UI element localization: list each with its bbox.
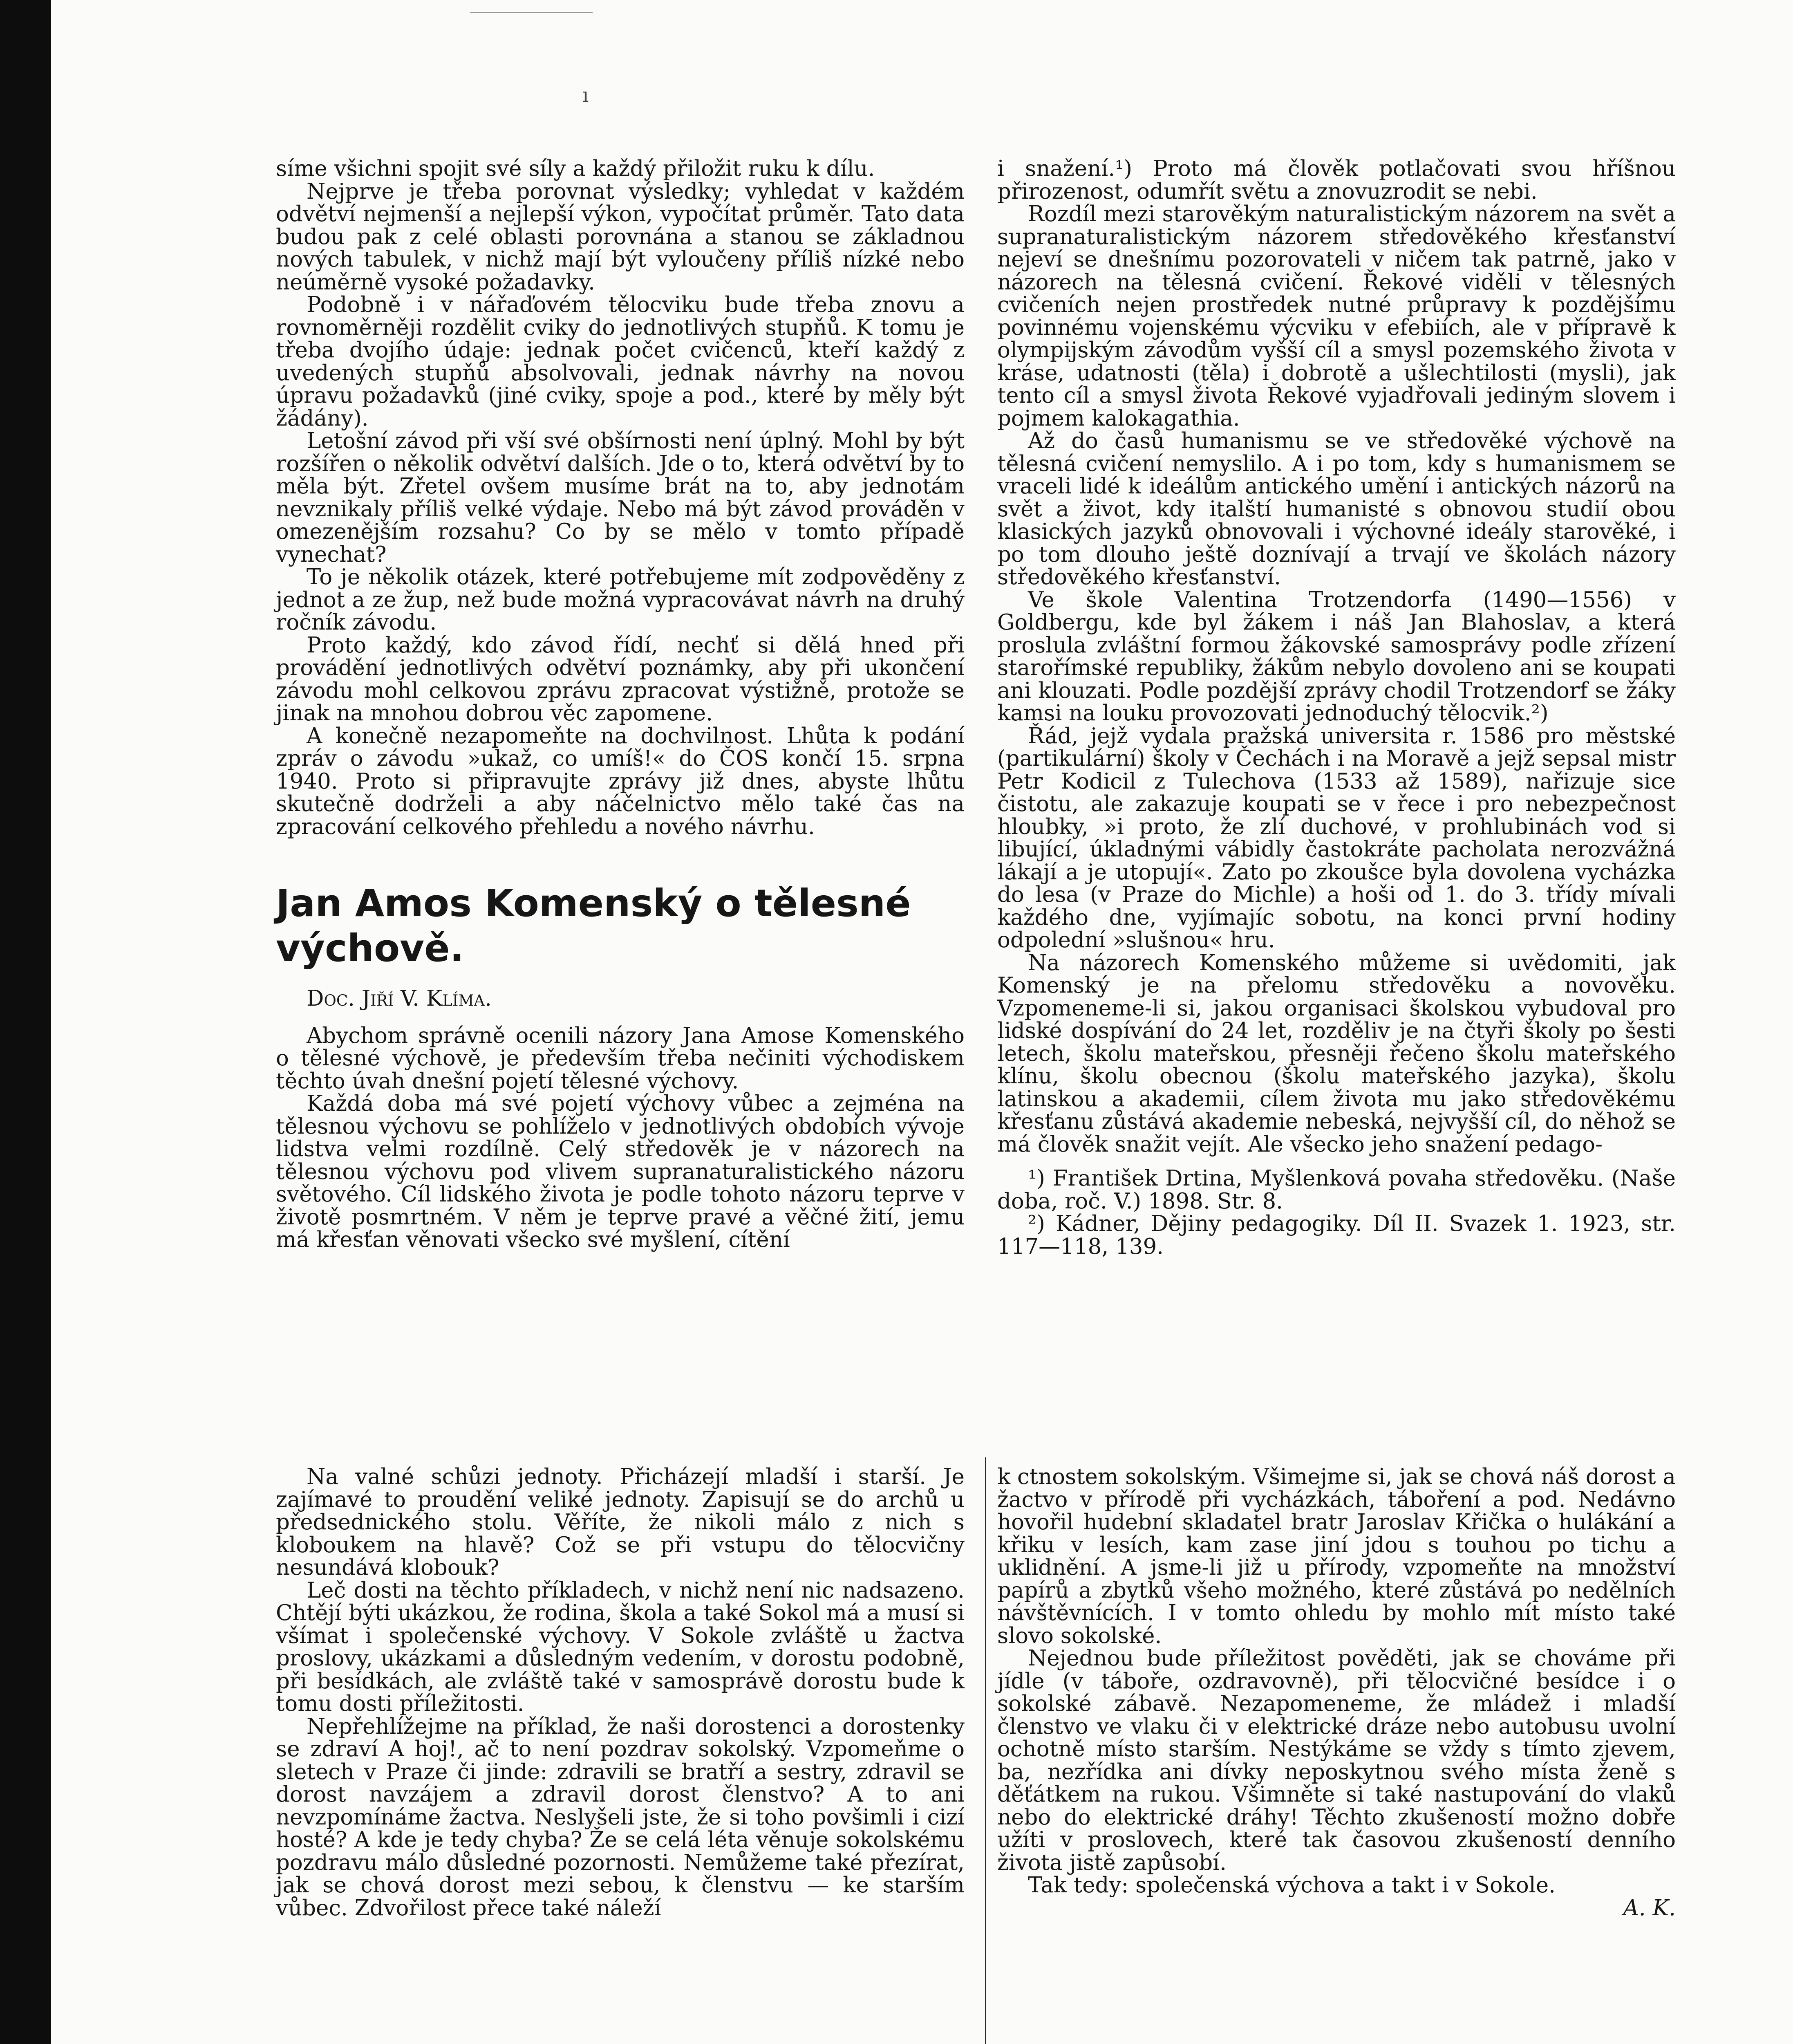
paragraph: síme všichni spojit své síly a každý přiložit ruku k dílu.: [276, 156, 875, 181]
column-left-top: [276, 157, 965, 1251]
paragraph: Na valné schůzi jednoty. Přicházejí mladší i starší. Je zajímavé to proudění veliké jednoty. Zapisují se do archů u předsednického stolu. Věříte, že nikoli málo z nich s kloboukem na hlavě? Což se při vstupu do tělocvičny nesundává klobouk?: [276, 1464, 965, 1580]
paragraph: Na názorech Komenského můžeme si uvědomiti, jak Komenský je na přelomu středověku a novověku. Vzpomeneme-li si, jakou organisaci školskou vybudoval pro lidské dospívání do 24 let, rozděliv je na čtyři školy po šesti letech, školu mateřskou, přesněji řečeno školu mateřského klínu, školu obecnou (školu mateřského jazyka), školu latinskou a akademii, cílem života mu jako středověkému křesťanu zůstává akademie nebeská, nejvyšší cíl, do něhož se má člověk snažit vejít. Ale všecko jeho snažení pedago-: [997, 950, 1676, 1157]
paragraph: Každá doba má své pojetí výchovy vůbec a zejména na tělesnou výchovu se pohlíželo v jednotlivých obdobích vývoje lidstva velmi rozdílně. Celý středověk je v názorech na tělesnou výchovu pod vlivem supranaturalistického názoru světového. Cíl lidského života je podle tohoto názoru teprve v životě posmrtném. V něm je teprve pravé a věčné žití, jemu má křesťan věnovati všecko své myšlení, cítění: [276, 1091, 965, 1252]
paragraph: A konečně nezapomeňte na dochvilnost. Lhůta k podání zpráv o závodu »ukaž, co umíš!« do ČOS končí 15. srpna 1940. Proto si připravujte zprávy již dnes, abyste lhůtu skutečně dodrželi a aby náčelnictvo mělo také čas na zpracování celkového přehledu a nového návrhu.: [276, 723, 965, 839]
footnote-gap: [997, 1156, 1676, 1167]
column-left-bottom: [276, 1466, 965, 1919]
article-title: Jan Amos Komenský o tělesné výchově.: [276, 881, 911, 970]
paragraph: Letošní závod při vší své obšírnosti není úplný. Mohl by být rozšířen o několik odvětví dalších. Jde o to, která odvětví by to měla být. Zřetel ovšem musíme brát na to, aby jednotám nevznikaly příliš velké výdaje. Nebo má být závod prováděn v omezenějším rozsahu? Co by se mělo v tomto případě vynechat?: [276, 428, 965, 567]
paragraph: Ve škole Valentina Trotzendorfa (1490—1556) v Goldbergu, kde byl žákem i náš Jan Blahoslav, a která proslula zvláštní formou žákovské samosprávy podle zřízení starořímské republiky, žákům nebylo dovoleno ani se koupati ani klouzati. Podle pozdější zprávy chodil Trotzendorf se žáky kamsi na louku provozovati jednoduchý tělocvik.²): [997, 587, 1676, 726]
paragraph: Leč dosti na těchto příkladech, v nichž není nic nadsazeno. Chtějí býti ukázkou, že rodina, škola a také Sokol má a musí si všímat i společenské výchovy. V Sokole zvláště u žactva proslovy, ukázkami a důsledným vedením, v dorostu podobně, při besídkách, ale zvláště také v samosprávě dorostu bude k tomu dosti příležitosti.: [276, 1578, 965, 1716]
scan-mark-glyph: ı: [582, 84, 589, 107]
column-divider: [985, 1457, 986, 2044]
paragraph: Rozdíl mezi starověkým naturalistickým názorem na svět a supranaturalistickým názorem středověkého křesťanství nejeví se dnešnímu pozorovateli v ničem tak patrně, jako v názorech na tělesná cvičení. Řekové viděli v tělesných cvičeních nejen prostředek nutné průpravy k pozdějšímu povinnému vojenskému výcviku v efebiích, ale v přípravě k olympijským závodům vyšší cíl a smysl pozemského života v kráse, udatnosti (těla) i dobrotě a ušlechtilosti (mysli), jak tento cíl a smysl života Řekové vyjadřovali jediným slovem i pojmem kalokagathia.: [997, 202, 1676, 431]
paragraph: Tak tedy: společenská výchova a takt i v Sokole.: [1028, 1873, 1556, 1898]
paragraph: Řád, jejž vydala pražská universita r. 1586 pro městské (partikulární) školy v Čechách i na Moravě a jejž sepsal mistr Petr Kodicil z Tulechova (1533 až 1589), nařizuje sice čistotu, ale zakazuje koupati se v řece i pro nebezpečnost hloubky, »i proto, že zlí duchové, v prohlubinách vod si libující, úkladnými vábidly častokráte pacholata nerozvážná lákají a je utopují«. Zato po zkoušce byla dovolena vycházka do lesa (v Praze do Michle) a hoši od 1. do 3. třídy mívali každého dne, vyjímajíc sobotu, na konci první hodiny odpolední »slušnou« hru.: [997, 723, 1676, 953]
paragraph: Nejednou bude příležitost pověděti, jak se chováme při jídle (v táboře, ozdravovně), při tělocvičné besídce i o sokolské zábavě. Nezapomeneme, že mládež i mladší členstvo ve vlaku či v elektrické dráze nebo autobusu uvolní ochotně místo starším. Nestýkáme se vždy s tímto zjevem, ba, nezřídka ani dívky neposkytnou svého místa ženě s děťátkem na rukou. Všimněte si také nastupování do vlaků nebo do elektrické dráhy! Těchto zkušeností možno dobře užíti v proslovech, které tak časovou zkušeností denního života jistě zapůsobí.: [997, 1646, 1676, 1875]
paragraph: Abychom správně ocenili názory Jana Amose Komenského o tělesné výchově, je především třeba nečiniti východiskem těchto úvah dnešní pojetí tělesné výchovy.: [276, 1023, 965, 1094]
column-right-top: [997, 157, 1676, 1258]
paragraph: Nejprve je třeba porovnat výsledky; vyhledat v každém odvětví nejmenší a nejlepší výkon, vypočítat průměr. Tato data budou pak z celé oblasti porovnána a stanou se základnou nových tabulek, v nichž mají být vyloučeny příliš nízké nebo neúměrně vysoké požadavky.: [276, 179, 965, 295]
article-author: Doc. Jiří V. Klíma.: [307, 986, 492, 1011]
paragraph: k ctnostem sokolským. Všimejme si, jak se chová náš dorost a žactvo v přírodě při vycházkách, táboření a pod. Nedávno hovořil hudební skladatel bratr Jaroslav Křička o hulákání a křiku v lesích, kam zase jiní jdou s touhou po tichu a uklidnění. A jsme-li již u přírody, vzpomeňte na množství papírů a zbytků všeho možného, které zůstává po nedělních návštěvnících. I v tomto ohledu by mohlo mít místo také slovo sokolské.: [997, 1464, 1676, 1648]
paragraph: To je několik otázek, které potřebujeme mít zodpověděny z jednot a ze žup, než bude možná vypracovávat návrh na druhý ročník závodu.: [276, 565, 965, 635]
column-right-bottom: [997, 1466, 1676, 1919]
footnote: ²) Kádner, Dějiny pedagogiky. Díl II. Svazek 1. 1923, str. 117—118, 139.: [997, 1211, 1676, 1259]
paragraph: Až do časů humanismu se ve středověké výchově na tělesná cvičení nemyslilo. A i po tom, kdy s humanismem se vraceli lidé k ideálům antického umění i antických názorů na svět a život, kdy italští humanisté s obnovou studií obou klasických jazyků obnovovali i výchovné ideály starověké, i po tom dlouho ještě doznívají a trvají ve školách názory středověkého křesťanství.: [997, 428, 1676, 589]
scan-top-mark: [470, 0, 593, 13]
footnote: ¹) František Drtina, Myšlenková povaha středověku. (Naše doba, roč. V.) 1898. Str. 8.: [997, 1166, 1676, 1214]
scan-edge: [0, 0, 51, 2044]
paragraph: i snažení.¹) Proto má člověk potlačovati svou hříšnou přirozenost, odumřít světu a znovuzrodit se nebi.: [997, 156, 1676, 204]
paragraph: Nepřehlížejme na příklad, že naši dorostenci a dorostenky se zdraví A hoj!, ač to není pozdrav sokolský. Vzpomeňme o sletech v Praze či jinde: zdravili se bratří a sestry, zdravil se dorost navzájem a zdravil dorost členstvo? A to ani nevzpomínáme žactva. Neslyšeli jste, že si toho povšimli i cizí hosté? A kde je tedy chyba? Že se celá léta věnuje sokolskému pozdravu málo důsledné pozornosti. Nemůžeme také přezírat, jak se chová dorost mezi sebou, k členstvu — ke starším vůbec. Zdvořilost přece také náleží: [276, 1714, 965, 1921]
paragraph: Proto každý, kdo závod řídí, nechť si dělá hned při provádění jednotlivých odvětví poznámky, aby při ukončení závodu mohl celkovou zprávu zpracovat výstižně, protože se jinak na mnohou dobrou věc zapomene.: [276, 632, 965, 726]
signature: A. K.: [1623, 1895, 1676, 1921]
paragraph: Podobně i v nářaďovém tělocviku bude třeba znovu a rovnoměrněji rozdělit cviky do jednotlivých stupňů. K tomu je třeba dvojího údaje: jednak počet cvičenců, kteří každý z uvedených stupňů absolvovali, jednak návrhy na novou úpravu požadavků (jiné cviky, spoje a pod., které by měly být žádány).: [276, 292, 965, 431]
